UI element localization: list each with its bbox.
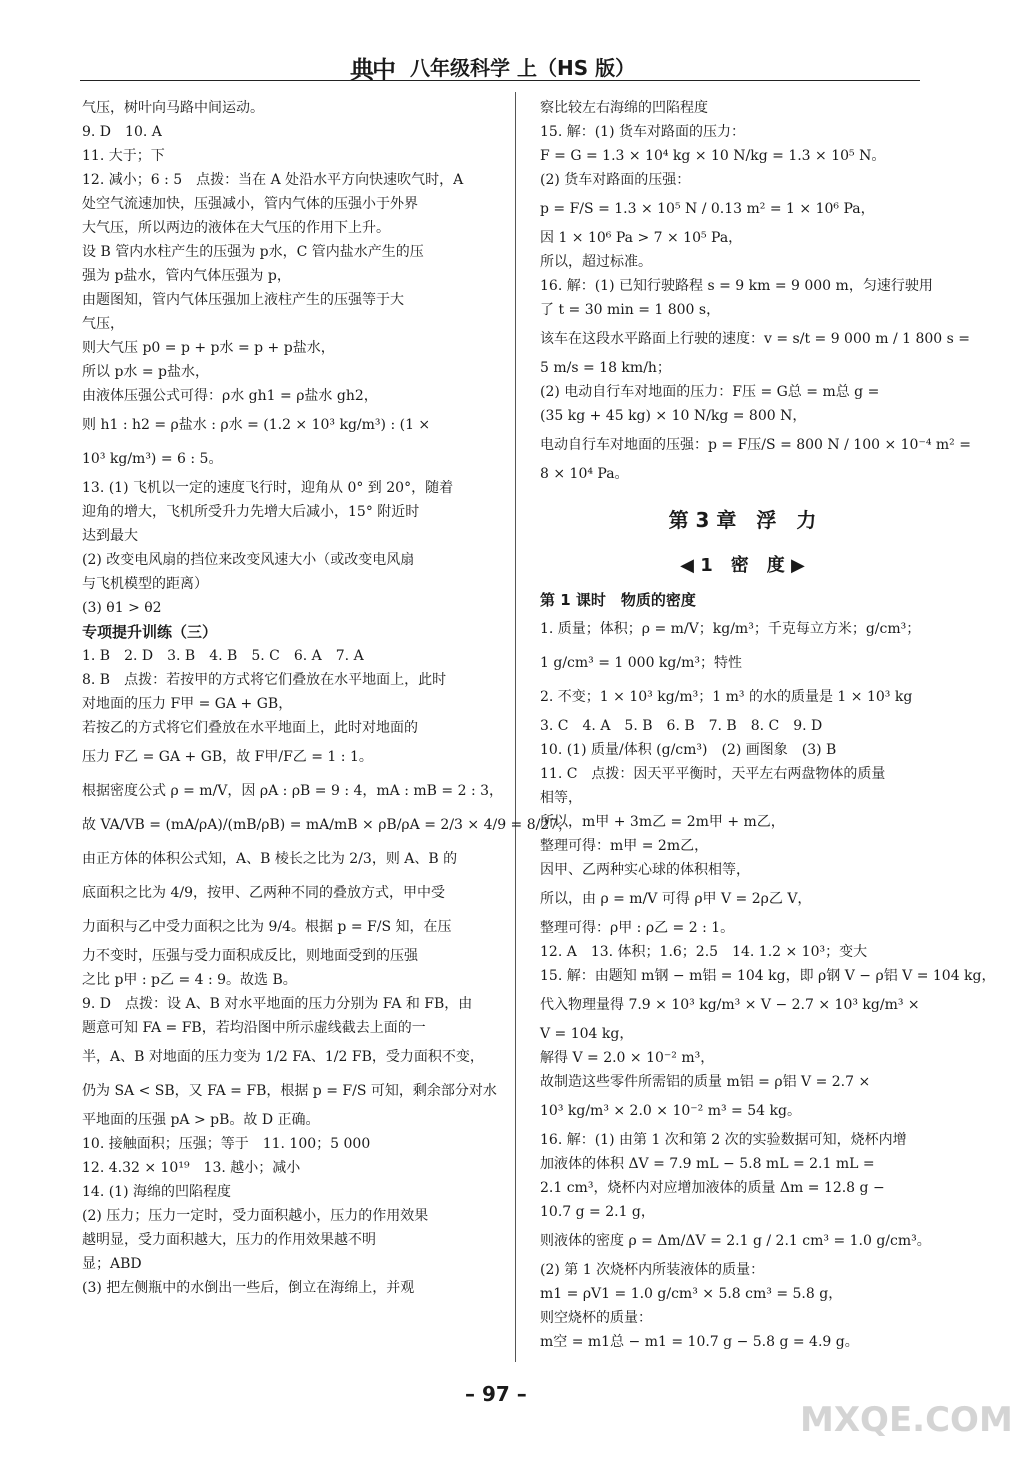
- text-line: 代入物理量得 7.9 × 10³ kg/m³ × V − 2.7 × 10³ kg/m³ ×: [540, 997, 920, 1013]
- right-column: [540, 96, 996, 1354]
- text-line: (2) 电动自行车对地面的压力：F压 = G总 = m总 g =: [540, 384, 880, 400]
- spacer: [540, 486, 945, 496]
- text-line: 12. A 13. 体积；1.6；2.5 14. 1.2 × 10³；变大: [540, 944, 868, 960]
- brand-logo: 典中: [350, 56, 394, 84]
- text-line: 整理可得：m甲 = 2m乙，: [540, 838, 709, 854]
- text-line: 该车在这段水平路面上行驶的速度：v = s/t = 9 000 m / 1 800 s =: [540, 331, 971, 347]
- text-line: 故 VA/VB = (mA/ρA)/(mB/ρB) = mA/mB × ρB/ρA = 2/3 × 4/9 = 8/27，: [82, 817, 573, 833]
- page-number: – 97 –: [465, 1382, 527, 1406]
- text-line: 则 h1 : h2 = ρ盐水 : ρ水 = (1.2 × 10³ kg/m³) : (1 ×: [82, 417, 431, 433]
- text-line: 9. D 点拨：设 A、B 对水平地面的压力分别为 FA 和 FB，由: [82, 996, 473, 1012]
- text-line: 之比 p甲 : p乙 = 4 : 9。故选 B。: [82, 972, 297, 988]
- text-line: 由液体压强公式可得：ρ水 gh1 = ρ盐水 gh2，: [82, 388, 378, 404]
- text-line: (2) 改变电风扇的挡位来改变风速大小（或改变电风扇: [82, 552, 415, 568]
- text-line: 设 B 管内水柱产生的压强为 p水，C 管内盐水产生的压: [82, 244, 424, 260]
- chapter-title: 第 3 章 浮 力: [668, 508, 817, 532]
- text-line: 显；ABD: [82, 1256, 142, 1272]
- text-line: 所以，由 ρ = m/V 可得 ρ甲 V = 2ρ乙 V，: [540, 891, 812, 907]
- right-column-bottom: [540, 612, 996, 1354]
- lesson-title: 第 1 课时 物质的密度: [540, 591, 696, 609]
- text-line: 14. (1) 海绵的凹陷程度: [82, 1184, 231, 1200]
- text-line: 解得 V = 2.0 × 10⁻² m³，: [540, 1050, 715, 1066]
- text-line: 1 g/cm³ = 1 000 kg/m³；特性: [540, 655, 742, 671]
- text-line: 所以，m甲 + 3m乙 = 2m甲 + m乙，: [540, 814, 785, 830]
- text-line: 整理可得：ρ甲 : ρ乙 = 2 : 1。: [540, 920, 735, 936]
- text-line: 2.1 cm³，烧杯内对应增加液体的质量 Δm = 12.8 g −: [540, 1180, 885, 1196]
- text-line: 力面积与乙中受力面积之比为 9/4。根据 p = F/S 知，在压: [82, 919, 452, 935]
- text-line: 了 t = 30 min = 1 800 s，: [540, 302, 721, 318]
- right-column-top: [540, 96, 971, 486]
- text-line: 8 × 10⁴ Pa。: [540, 466, 629, 482]
- text-line: 则空烧杯的质量：: [540, 1310, 652, 1326]
- text-line: 15. 解：由题知 m钢 − m铝 = 104 kg，即 ρ钢 V − ρ铝 V = 104 kg，: [540, 968, 996, 984]
- text-line: 16. 解：(1) 已知行驶路程 s = 9 km = 9 000 m，匀速行驶用: [540, 278, 933, 294]
- text-line: 11. C 点拨：因天平平衡时，天平左右两盘物体的质量: [540, 766, 886, 782]
- text-line: 10³ kg/m³) = 6 : 5。: [82, 451, 223, 467]
- text-line: 压力 F乙 = GA + GB，故 F甲/F乙 = 1 : 1。: [82, 749, 373, 765]
- text-line: 根据密度公式 ρ = m/V，因 ρA : ρB = 9 : 4，mA : mB = 2 : 3，: [82, 783, 504, 799]
- text-line: 因甲、乙两种实心球的体积相等，: [540, 862, 750, 878]
- text-line: 9. D 10. A: [82, 124, 162, 140]
- text-line: 5 m/s = 18 km/h；: [540, 360, 671, 376]
- text-line: 10. 接触面积；压强；等于 11. 100；5 000: [82, 1136, 371, 1152]
- text-line: 大气压，所以两边的液体在大气压的作用下上升。: [82, 220, 390, 236]
- text-line: (2) 货车对路面的压强：: [540, 172, 691, 188]
- text-line: 3. C 4. A 5. B 6. B 7. B 8. C 9. D: [540, 718, 823, 734]
- text-line: 平地面的压强 pA > pB。故 D 正确。: [82, 1112, 320, 1128]
- text-line: 2. 不变；1 × 10³ kg/m³；1 m³ 的水的质量是 1 × 10³ kg: [540, 689, 913, 705]
- text-line: 故制造这些零件所需铝的质量 m铝 = ρ铝 V = 2.7 ×: [540, 1074, 871, 1090]
- book-title: 八年级科学 上（HS 版）: [410, 56, 636, 80]
- text-line: 题意可知 FA = FB，若均沿图中所示虚线截去上面的一: [82, 1020, 426, 1036]
- text-line: 加液体的体积 ΔV = 7.9 mL − 5.8 mL = 2.1 mL =: [540, 1156, 875, 1172]
- text-line: 迎角的增大，飞机所受升力先增大后减小，15° 附近时: [82, 504, 420, 520]
- text-line: 因 1 × 10⁶ Pa > 7 × 10⁵ Pa，: [540, 230, 743, 246]
- text-line: 10³ kg/m³ × 2.0 × 10⁻² m³ = 54 kg。: [540, 1103, 801, 1119]
- watermark: MXQE.COM: [800, 1400, 1013, 1440]
- section-title: ◀ 1 密 度 ▶: [680, 555, 805, 576]
- text-line: 仍为 SA < SB，又 FA = FB，根据 p = F/S 可知，剩余部分对水: [82, 1083, 497, 1099]
- text-line: 8. B 点拨：若按甲的方式将它们叠放在水平地面上，此时: [82, 672, 447, 688]
- text-line: 10.7 g = 2.1 g，: [540, 1204, 655, 1220]
- text-line: 11. 大于；下: [82, 148, 165, 164]
- text-line: 若按乙的方式将它们叠放在水平地面上，此时对地面的: [82, 720, 418, 736]
- text-line: 13. (1) 飞机以一定的速度飞行时，迎角从 0° 到 20°，随着: [82, 480, 454, 496]
- section-heading: 专项提升训练（三）: [82, 623, 218, 641]
- text-line: 气压，: [82, 316, 124, 332]
- page-header: [80, 48, 920, 82]
- text-line: 达到最大: [82, 528, 138, 544]
- text-line: 所以 p水 = p盐水，: [82, 364, 210, 380]
- text-line: 由题图知，管内气体压强加上液柱产生的压强等于大: [82, 292, 404, 308]
- text-line: 则液体的密度 ρ = Δm/ΔV = 2.1 g / 2.1 cm³ = 1.0 g/cm³。: [540, 1233, 931, 1249]
- column-divider: [515, 92, 516, 1362]
- text-line: (2) 第 1 次烧杯内所装液体的质量：: [540, 1262, 765, 1278]
- text-line: 12. 4.32 × 10¹⁹ 13. 越小；减小: [82, 1160, 301, 1176]
- text-line: m空 = m1总 − m1 = 10.7 g − 5.8 g = 4.9 g。: [540, 1334, 859, 1350]
- text-line: (2) 压力；压力一定时，受力面积越小，压力的作用效果: [82, 1208, 429, 1224]
- text-line: 所以，超过标准。: [540, 254, 652, 270]
- text-line: 相等，: [540, 790, 582, 806]
- text-line: 越明显，受力面积越大，压力的作用效果越不明: [82, 1232, 376, 1248]
- text-line: 电动自行车对地面的压强：p = F压/S = 800 N / 100 × 10⁻⁴ m² =: [540, 437, 971, 453]
- text-line: 强为 p盐水，管内气体压强为 p，: [82, 268, 291, 284]
- text-line: 底面积之比为 4/9，按甲、乙两种不同的叠放方式，甲中受: [82, 885, 445, 901]
- text-line: 1. B 2. D 3. B 4. B 5. C 6. A 7. A: [82, 648, 364, 664]
- text-line: p = F/S = 1.3 × 10⁵ N / 0.13 m² = 1 × 10⁶ Pa，: [540, 201, 875, 217]
- text-line: 由正方体的体积公式知，A、B 棱长之比为 2/3，则 A、B 的: [82, 851, 458, 867]
- text-line: m1 = ρV1 = 1.0 g/cm³ × 5.8 cm³ = 5.8 g，: [540, 1286, 843, 1302]
- text-line: 10. (1) 质量/体积 (g/cm³) (2) 画图象 (3) B: [540, 742, 837, 758]
- text-line: V = 104 kg，: [540, 1026, 634, 1042]
- text-line: 16. 解：(1) 由第 1 次和第 2 次的实验数据可知，烧杯内增: [540, 1132, 907, 1148]
- text-line: 与飞机模型的距离）: [82, 576, 208, 592]
- text-line: 处空气流速加快，压强减小，管内气体的压强小于外界: [82, 196, 418, 212]
- text-line: 力不变时，压强与受力面积成反比，则地面受到的压强: [82, 948, 418, 964]
- text-line: 1. 质量；体积；ρ = m/V；kg/m³；千克每立方米；g/cm³；: [540, 621, 921, 637]
- text-line: (3) θ1 > θ2: [82, 600, 162, 616]
- header-rule: [80, 80, 920, 81]
- text-line: 15. 解：(1) 货车对路面的压力：: [540, 124, 745, 140]
- text-line: 察比较左右海绵的凹陷程度: [540, 100, 708, 116]
- text-line: 气压，树叶向马路中间运动。: [82, 100, 264, 116]
- text-line: 则大气压 p0 = p + p水 = p + p盐水，: [82, 340, 335, 356]
- text-line: (3) 把左侧瓶中的水倒出一些后，倒立在海绵上，并观: [82, 1280, 415, 1296]
- text-line: 12. 减小；6 : 5 点拨：当在 A 处沿水平方向快速吹气时，A: [82, 172, 464, 188]
- text-line: 对地面的压力 F甲 = GA + GB，: [82, 696, 293, 712]
- text-line: F = G = 1.3 × 10⁴ kg × 10 N/kg = 1.3 × 10⁵ N。: [540, 148, 886, 164]
- text-line: (35 kg + 45 kg) × 10 N/kg = 800 N，: [540, 408, 807, 424]
- text-line: 半，A、B 对地面的压力变为 1/2 FA、1/2 FB，受力面积不变，: [82, 1049, 484, 1065]
